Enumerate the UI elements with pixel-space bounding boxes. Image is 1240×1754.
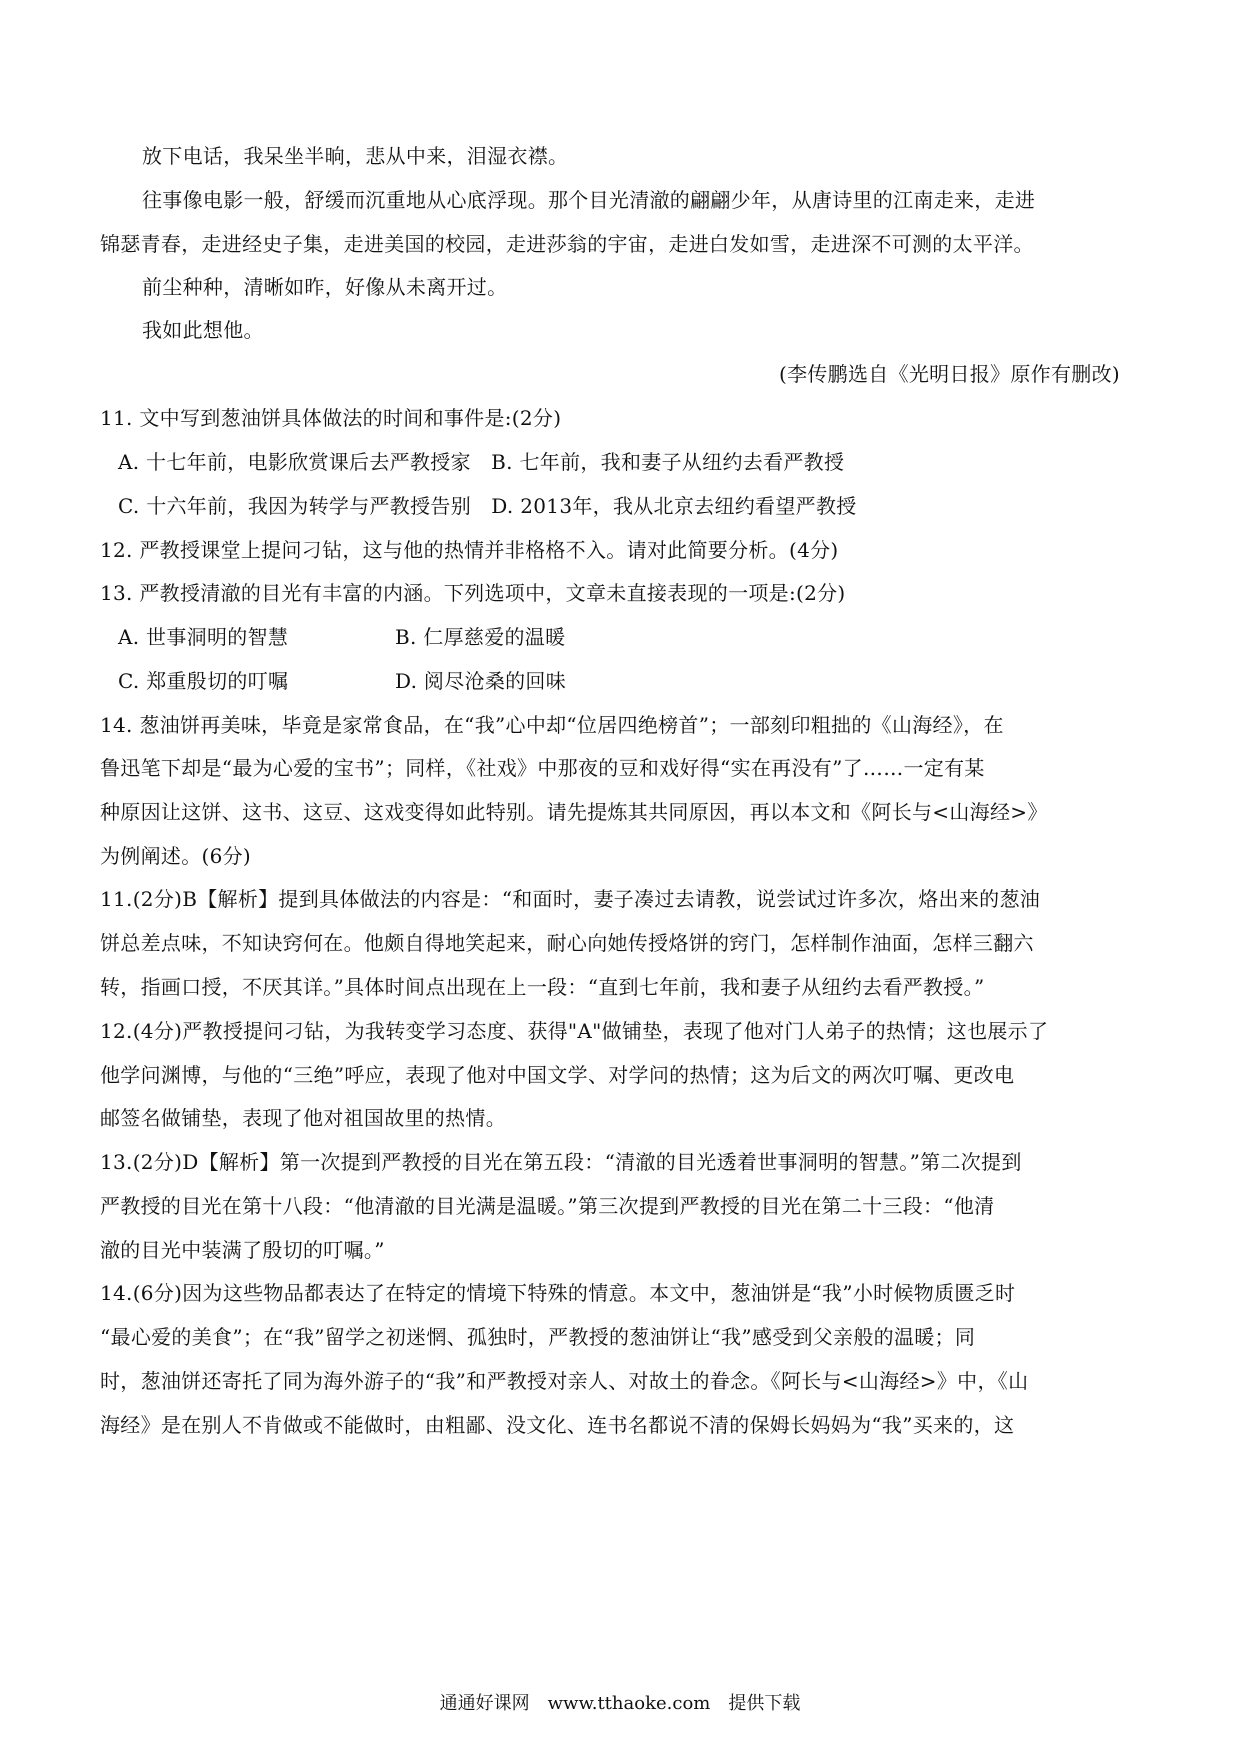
question-14-line-1: 14. 葱油饼再美味，毕竟是家常食品，在“我”心中却“位居四绝榜首”；一部刻印粗拙的《山海经》，在 bbox=[100, 713, 1004, 737]
article-source: (李传鹏选自《光明日报》原作有删改) bbox=[778, 362, 1120, 386]
question-11: 11. 文中写到葱油饼具体做法的时间和事件是:(2分) bbox=[100, 406, 562, 430]
question-13-option-c: C. 郑重殷切的叮嘱 bbox=[118, 669, 289, 693]
answer-13-line-2: 严教授的目光在第十八段：“他清澈的目光满是温暖。”第三次提到严教授的目光在第二十三段：“他清 bbox=[100, 1194, 995, 1218]
article-paragraph-1: 放下电话，我呆坐半晌，悲从中来，泪湿衣襟。 bbox=[142, 144, 569, 168]
answer-13-line-1: 13.(2分)D【解析】第一次提到严教授的目光在第五段：“清澈的目光透着世事洞明的智慧。”第二次提到 bbox=[100, 1150, 1022, 1174]
question-14-line-2: 鲁迅笔下却是“最为心爱的宝书”；同样，《社戏》中那夜的豆和戏好得“实在再没有”了……一定有某 bbox=[100, 756, 985, 780]
answer-14-line-4: 海经》是在别人不肯做或不能做时，由粗鄙、没文化、连书名都说不清的保姆长妈妈为“我”买来的，这 bbox=[100, 1413, 1015, 1437]
article-paragraph-2-line-1: 往事像电影一般，舒缓而沉重地从心底浮现。那个目光清澈的翩翩少年，从唐诗里的江南走来，走进 bbox=[142, 188, 1036, 212]
answer-12-line-3: 邮签名做铺垫，表现了他对祖国故里的热情。 bbox=[100, 1106, 506, 1130]
answer-11-line-1: 11.(2分)B【解析】提到具体做法的内容是：“和面时，妻子凑过去请教，说尝试过许多次，烙出来的葱油 bbox=[100, 887, 1041, 911]
answer-12-line-1: 12.(4分)严教授提问刁钻，为我转变学习态度、获得"A"做铺垫，表现了他对门人弟子的热情；这也展示了 bbox=[100, 1019, 1049, 1043]
question-14-line-3: 种原因让这饼、这书、这豆、这戏变得如此特别。请先提炼其共同原因，再以本文和《阿长与<山海经>》 bbox=[100, 800, 1048, 824]
question-13-option-a: A. 世事洞明的智慧 bbox=[118, 625, 289, 649]
article-paragraph-2-line-2: 锦瑟青春，走进经史子集，走进美国的校园，走进莎翁的宇宙，走进白发如雪，走进深不可测的太平洋。 bbox=[100, 232, 1034, 256]
question-11-options-ab: A. 十七年前，电影欣赏课后去严教授家 B. 七年前，我和妻子从纽约去看严教授 bbox=[118, 450, 845, 474]
article-paragraph-4: 我如此想他。 bbox=[142, 318, 264, 342]
answer-12-line-2: 他学问渊博，与他的“三绝”呼应，表现了他对中国文学、对学问的热情；这为后文的两次叮嘱、更改电 bbox=[100, 1063, 1015, 1087]
answer-13-line-3: 澈的目光中装满了殷切的叮嘱。” bbox=[100, 1238, 385, 1262]
answer-14-line-3: 时，葱油饼还寄托了同为海外游子的“我”和严教授对亲人、对故土的眷念。《阿长与<山海经>》中，《山 bbox=[100, 1369, 1029, 1393]
question-11-options-cd: C. 十六年前，我因为转学与严教授告别 D. 2013年，我从北京去纽约看望严教授 bbox=[118, 494, 857, 518]
answer-11-line-2: 饼总差点味，不知诀窍何在。他颇自得地笑起来，耐心向她传授烙饼的窍门，怎样制作油面，怎样三翻六 bbox=[100, 931, 1034, 955]
page-footer: 通通好课网 www.tthaoke.com 提供下载 bbox=[439, 1693, 801, 1714]
answer-14-line-1: 14.(6分)因为这些物品都表达了在特定的情境下特殊的情意。本文中，葱油饼是“我”小时候物质匮乏时 bbox=[100, 1281, 1016, 1305]
article-paragraph-3: 前尘种种，清晰如昨，好像从未离开过。 bbox=[142, 275, 508, 299]
question-13-option-b: B. 仁厚慈爱的温暖 bbox=[395, 625, 566, 649]
answer-11-line-3: 转，指画口授，不厌其详。”具体时间点出现在上一段：“直到七年前，我和妻子从纽约去看严教授。” bbox=[100, 975, 985, 999]
question-13: 13. 严教授清澈的目光有丰富的内涵。下列选项中，文章未直接表现的一项是:(2分) bbox=[100, 581, 846, 605]
question-14-line-4: 为例阐述。(6分) bbox=[100, 844, 252, 868]
question-12: 12. 严教授课堂上提问刁钻，这与他的热情并非格格不入。请对此简要分析。(4分) bbox=[100, 538, 839, 562]
question-13-option-d: D. 阅尽沧桑的回味 bbox=[395, 669, 567, 693]
answer-14-line-2: “最心爱的美食”；在“我”留学之初迷惘、孤独时，严教授的葱油饼让“我”感受到父亲般的温暖；同 bbox=[100, 1325, 976, 1349]
